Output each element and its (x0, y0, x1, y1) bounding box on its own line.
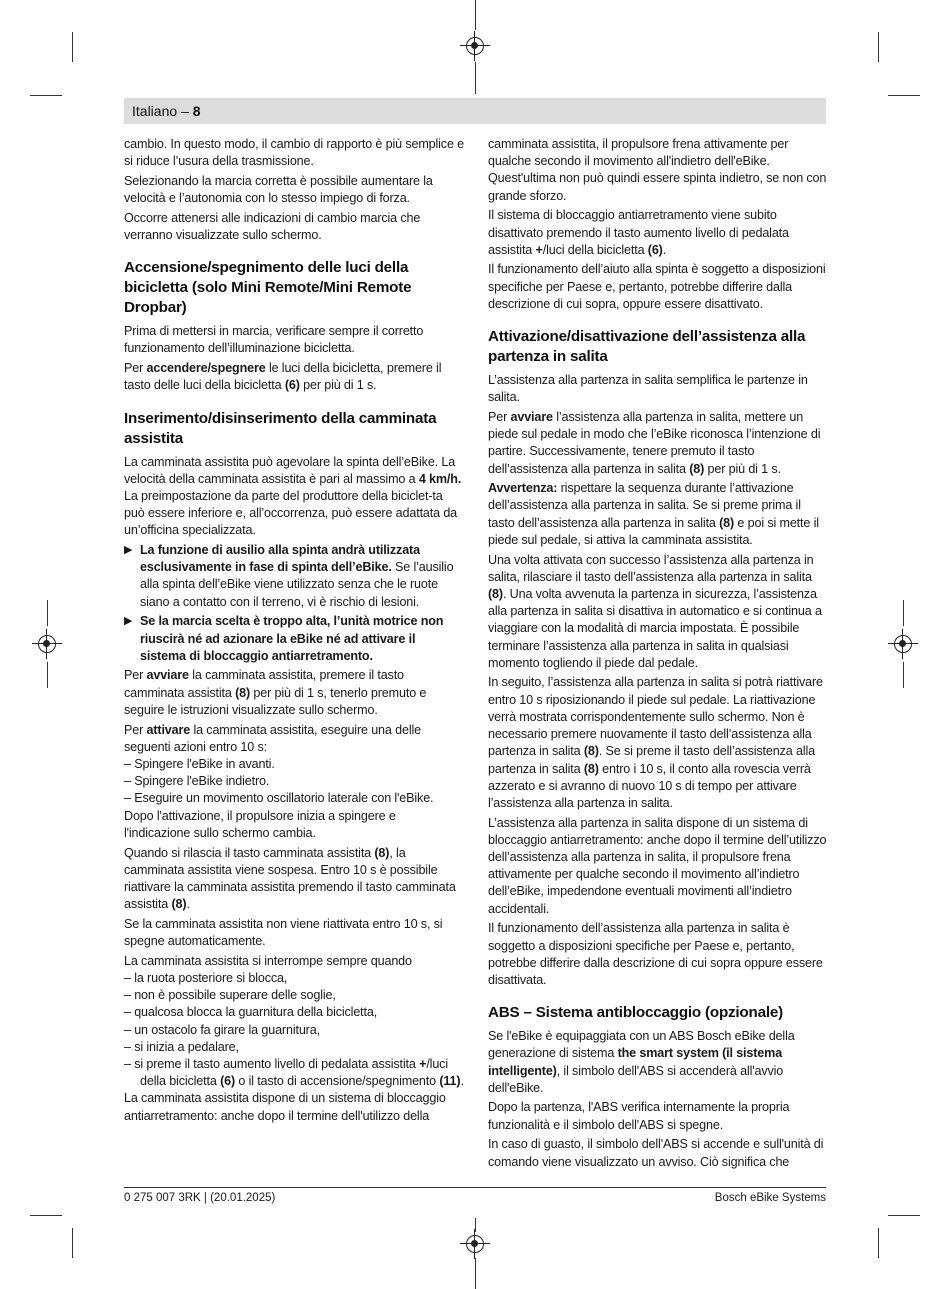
right-column (488, 136, 828, 1173)
list-item: – un ostacolo fa girare la guarnitura, (124, 1022, 320, 1037)
paragraph: Prima di mettersi in marcia, verificare sempre il corretto funzionamento dell’illuminazione bicicletta. (124, 324, 424, 356)
warning-item: ▶ La funzione di ausilio alla spinta andrà utilizzata esclusivamente in fase di spinta dell’eBike. Se l’ausilio alla spinta dell’eBike viene utilizzato senza che le ruote siano a contatto con il terreno, vi è rischio di lesioni. (124, 543, 454, 609)
header-text (132, 103, 201, 119)
crop-mark (475, 0, 476, 30)
crop-mark (475, 1258, 476, 1289)
page-header (124, 98, 826, 124)
crop-mark (475, 1218, 476, 1232)
crop-mark (888, 95, 920, 96)
paragraph: L’assistenza alla partenza in salita semplifica le partenze in salita. (488, 373, 808, 405)
crop-mark (72, 1228, 73, 1258)
paragraph: Dopo la partenza, l'ABS verifica internamente la propria funzionalità e il simbolo dell'ABS si spegne. (488, 1100, 790, 1132)
warning-arrow-icon: ▶ (124, 544, 133, 557)
paragraph: Selezionando la marcia corretta è possibile aumentare la velocità e l’autonomia con lo stesso impiego di forza. (124, 173, 433, 206)
crop-mark (47, 600, 48, 626)
crop-mark (30, 1215, 62, 1216)
crop-mark (903, 662, 904, 688)
crop-mark (878, 1228, 879, 1258)
document-number: 0 275 007 3RK | (20.01.2025) (124, 1192, 276, 1204)
paragraph: Una volta attivata con successo l’assistenza alla partenza in salita, rilasciare il tasto dell’assistenza alla partenza in salita (8). Una volta avvenuta la partenza in sicurezza, l’assistenza alla partenza in salita si disattiva in automatico e si continua a viaggiare con la modalità di marcia impostata. È possibile terminare l’assistenza alla partenza in salita in qualsiasi momento togliendo il piede dal pedale. (488, 552, 822, 670)
header-language: Italiano (132, 103, 178, 119)
crop-mark (30, 95, 62, 96)
list-item: – si preme il tasto aumento livello di pedalata assistita +/luci della bicicletta (6) o il tasto di accensione/spegnimento (11). (124, 1056, 464, 1089)
paragraph: Quando si rilascia il tasto camminata assistita (8), la camminata assistita viene sospesa. Entro 10 s è possibile riattivare la camminata assistita premendo il tasto camminata assistita (8). (124, 845, 456, 912)
paragraph: Se l'eBike è equipaggiata con un ABS Bosch eBike della generazione di sistema the smart system (il sistema intelligente), il simbolo dell'ABS si accenderà all'avvio dell'eBike. (488, 1029, 795, 1095)
heading-walk-assist: Inserimento/disinserimento della camminata assistita (124, 409, 437, 447)
list-item: – si inizia a pedalare, (124, 1039, 239, 1054)
paragraph: camminata assistita, il propulsore frena attivamente per qualche secondo il movimento all'indietro dell'eBike. Quest'ultima non può quindi essere spinta indietro, se non con grande sforzo. (488, 137, 827, 203)
list-item: – qualcosa blocca la guarnitura della bicicletta, (124, 1005, 378, 1020)
paragraph: In caso di guasto, il simbolo dell'ABS si accende e sull'unità di comando viene visualizzato un avviso. Ciò significa che (488, 1137, 824, 1169)
paragraph: La camminata assistita può agevolare la spinta dell’eBike. La velocità della camminata assistita è pari al massimo a 4 km/h. La preimpostazione da parte del produttore della biciclet-ta può essere inferiore e, all’occorrenza, può essere adattata da un’officina specializzata. (124, 454, 462, 538)
list-item: – la ruota posteriore si blocca, (124, 970, 288, 985)
paragraph: Il sistema di bloccaggio antiarretramento viene subito disattivato premendo il tasto aumento livello di pedalata assistita +/luci della bicicletta (6). (488, 208, 789, 257)
paragraph: cambio. In questo modo, il cambio di rapporto è più semplice e si riduce l’usura della trasmissione. (124, 137, 465, 169)
paragraph: Per accendere/spegnere le luci della bicicletta, premere il tasto delle luci della bicicletta (6) per più di 1 s. (124, 361, 442, 393)
paragraph: L’assistenza alla partenza in salita dispone di un sistema di bloccaggio antiarretramento: anche dopo il termine dell’utilizzo dell’assistenza alla partenza in salita, il propulsore frena attivamente per qualche secondo il movimento all’indietro dell’eBike, impedendone eventuali movimenti all’indietro accidentali. (488, 815, 827, 916)
paragraph: Avvertenza: rispettare la sequenza durante l’attivazione dell’assistenza alla partenza in salita. Se si preme prima il tasto dell’assistenza alla partenza in salita (8) e poi si mette il piede sul pedale, si attiva la camminata assistita. (488, 481, 819, 547)
paragraph: Occorre attenersi alle indicazioni di cambio marcia che verranno visualizzate sullo schermo. (124, 210, 421, 243)
paragraph: Per avviare la camminata assistita, premere il tasto camminata assistita (8) per più di 1 s, tenerlo premuto e seguire le istruzioni visualizzate sullo schermo. (124, 668, 427, 717)
list-item: – non è possibile superare delle soglie, (124, 988, 336, 1003)
crop-mark (888, 1215, 920, 1216)
warning-item: ▶ Se la marcia scelta è troppo alta, l’unità motrice non riuscirà né ad azionare la eBike né ad attivare il sistema di bloccaggio antiarretramento. (124, 614, 444, 663)
list-item: – Spingere l'eBike in avanti. (124, 756, 275, 771)
paragraph: La camminata assistita si interrompe sempre quando (124, 953, 412, 968)
warning-arrow-icon: ▶ (124, 615, 133, 628)
left-column (124, 136, 464, 1127)
registration-mark-right (894, 635, 912, 653)
paragraph: Il funzionamento dell’assistenza alla partenza in salita è soggetto a disposizioni specifiche per Paese e, pertanto, potrebbe differire dalla descrizione di cui sopra oppure essere disattivata. (488, 921, 823, 987)
crop-mark (47, 662, 48, 688)
paragraph: Dopo l'attivazione, il propulsore inizia a spingere e l'indicazione sullo schermo cambia. (124, 808, 396, 840)
paragraph: La camminata assistita dispone di un sistema di bloccaggio antiarretramento: anche dopo il termine dell'utilizzo della (124, 1091, 446, 1123)
list-item: – Eseguire un movimento oscillatorio laterale con l'eBike. (124, 791, 434, 806)
footer-rule (124, 1187, 826, 1188)
registration-mark-bottom (466, 1235, 484, 1253)
heading-hill-start: Attivazione/disattivazione dell’assistenza alla partenza in salita (488, 328, 806, 366)
crop-mark (72, 32, 73, 62)
crop-mark (903, 600, 904, 626)
registration-mark-left (38, 635, 56, 653)
paragraph: Per avviare l’assistenza alla partenza in salita, mettere un piede sul pedale in modo che l’eBike riconosca l’intenzione di partire. Successivamente, tenere premuto il tasto dell’assistenza alla partenza in salita (8) per più di 1 s. (488, 409, 821, 476)
list-item: – Spingere l'eBike indietro. (124, 774, 270, 789)
paragraph: In seguito, l’assistenza alla partenza in salita si potrà riattivare entro 10 s riposizionando il piede sul pedale. La riattivazione verrà mostrata corrispondentemente sullo schermo. Non è necessario premere nuovamente il tasto dell’assistenza alla partenza in salita (8). Se si preme il tasto dell’assistenza alla partenza in salita (8) entro i 10 s, il conto alla rovescia verrà azzerato e si avranno di nuovo 10 s di tempo per attivare l’assistenza alla partenza in salita. (488, 675, 823, 810)
header-separator: – (177, 103, 193, 119)
heading-abs: ABS – Sistema antibloccaggio (opzionale) (488, 1004, 783, 1022)
page-number: 8 (192, 103, 201, 119)
crop-mark (475, 62, 476, 94)
heading-lights: Accensione/spegnimento delle luci della bicicletta (solo Mini Remote/Mini Remote Dropbar) (124, 259, 412, 317)
paragraph: Se la camminata assistita non viene riattivata entro 10 s, si spegne automaticamente. (124, 916, 443, 949)
paragraph: Per attivare la camminata assistita, eseguire una delle seguenti azioni entro 10 s: (124, 722, 421, 754)
registration-mark-top (466, 37, 484, 55)
crop-mark (878, 32, 879, 62)
brand-name: Bosch eBike Systems (714, 1192, 826, 1204)
paragraph: Il funzionamento dell’aiuto alla spinta è soggetto a disposizioni specifiche per Paese e, pertanto, potrebbe differire dalla descrizione di cui sopra, oppure essere disattivato. (488, 262, 826, 311)
